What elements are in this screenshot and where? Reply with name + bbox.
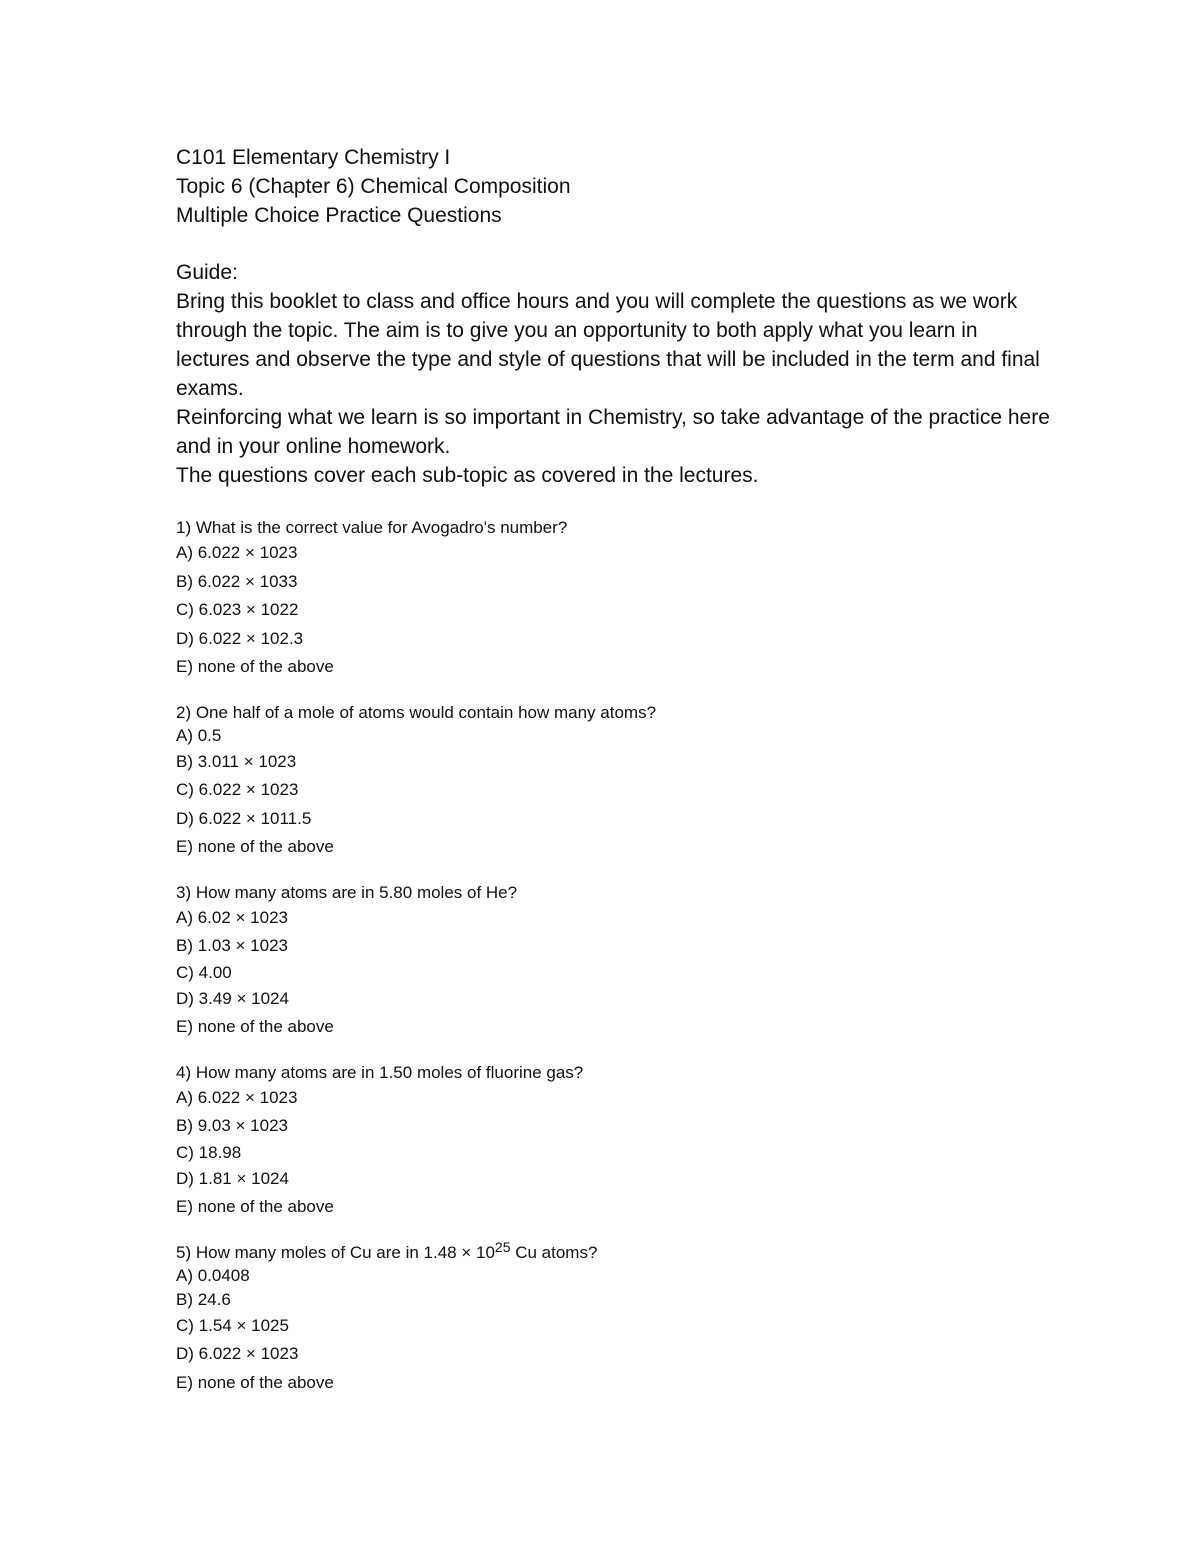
answer-option: B) 24.6: [176, 1289, 231, 1309]
question-4: [176, 1061, 1076, 1222]
answer-option: C) 6.022 × 1023: [176, 780, 299, 799]
question-1: [176, 516, 1076, 682]
answer-option: E) none of the above: [176, 837, 334, 856]
question-5: [176, 1238, 1076, 1398]
answer-option: B) 3.011 × 1023: [176, 751, 297, 771]
question-prompt-suffix: Cu atoms?: [510, 1242, 598, 1262]
answer-option: A) 6.022 × 1023: [176, 543, 298, 562]
guide-heading: Guide:: [176, 261, 238, 284]
guide-paragraph: Reinforcing what we learn is so important in Chemistry, so take advantage of the practice here and in your online homework.: [176, 406, 1050, 458]
answer-option: E) none of the above: [176, 657, 334, 676]
document-header: [176, 143, 1076, 230]
answer-option: D) 1.81 × 1024: [176, 1168, 289, 1188]
question-prompt-exponent: 25: [494, 1238, 511, 1255]
answer-option: E) none of the above: [176, 1372, 334, 1392]
answer-option: C) 4.00: [176, 962, 232, 982]
guide-section: [176, 258, 1056, 490]
answer-option: A) 0.5: [176, 725, 222, 745]
answer-option: D) 3.49 × 1024: [176, 988, 289, 1008]
question-prompt: 3) How many atoms are in 5.80 moles of He?: [176, 882, 518, 902]
document-subtitle: Multiple Choice Practice Questions: [176, 204, 502, 227]
question-prompt: 2) One half of a mole of atoms would contain how many atoms?: [176, 702, 657, 722]
question-prompt: 4) How many atoms are in 1.50 moles of fluorine gas?: [176, 1062, 584, 1082]
course-title: C101 Elementary Chemistry I: [176, 146, 451, 169]
answer-option: D) 6.022 × 102.3: [176, 628, 304, 648]
question-prompt: [176, 1238, 1076, 1264]
answer-option: B) 1.03 × 1023: [176, 936, 289, 955]
answer-option: D) 6.022 × 1011.5: [176, 808, 312, 828]
topic-title: Topic 6 (Chapter 6) Chemical Composition: [176, 175, 571, 198]
answer-option: E) none of the above: [176, 1197, 334, 1216]
answer-option: E) none of the above: [176, 1017, 334, 1036]
answer-option: D) 6.022 × 1023: [176, 1344, 299, 1363]
question-prompt: 1) What is the correct value for Avogadro's number?: [176, 518, 568, 537]
answer-option: A) 6.02 × 1023: [176, 907, 289, 927]
answer-option: B) 9.03 × 1023: [176, 1116, 289, 1135]
question-prompt-prefix: 5) How many moles of Cu are in 1.48 × 10: [176, 1242, 495, 1262]
answer-option: C) 1.54 × 1025: [176, 1315, 289, 1335]
answer-option: C) 18.98: [176, 1142, 242, 1162]
answer-option: B) 6.022 × 1033: [176, 571, 298, 591]
guide-paragraph: Bring this booklet to class and office hours and you will complete the questions as we work through the topic. The aim is to give you an opportunity to both apply what you learn in lectures and observe the type and style of questions that will be included in the term and final exams.: [176, 290, 1040, 400]
answer-option: A) 0.0408: [176, 1265, 250, 1285]
answer-option: C) 6.023 × 1022: [176, 600, 299, 619]
guide-paragraph: The questions cover each sub-topic as covered in the lectures.: [176, 464, 759, 487]
question-2: [176, 701, 1076, 862]
question-list: [176, 516, 1076, 1416]
answer-option: A) 6.022 × 1023: [176, 1087, 298, 1107]
question-3: [176, 881, 1076, 1042]
